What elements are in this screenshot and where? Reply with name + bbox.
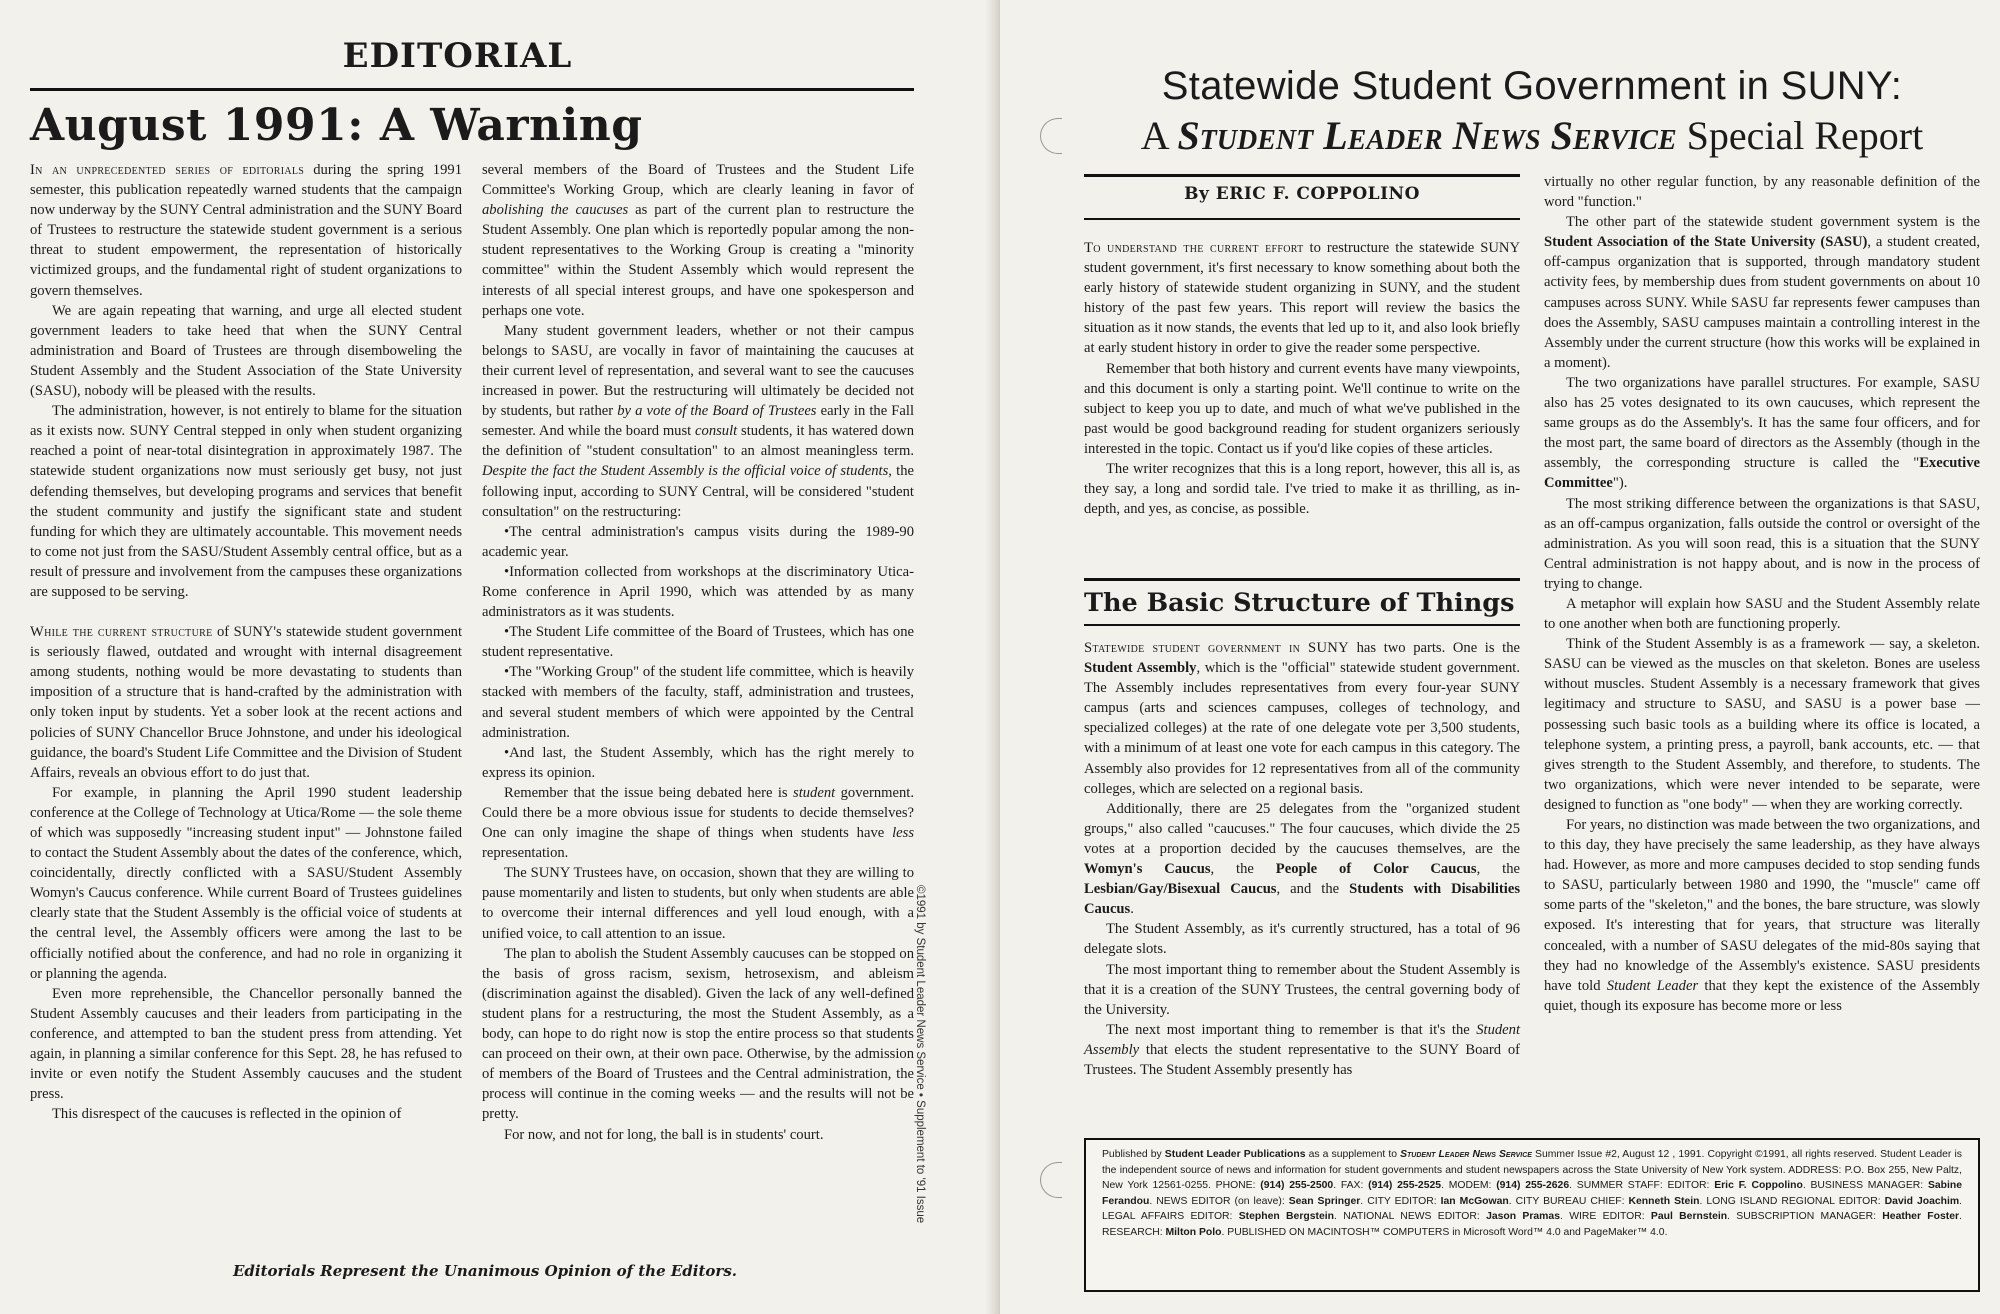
paragraph: While the current structure of SUNY's statewide student government is seriously flawed, outdated and wrought with internal disagreement among students, nothing would be more devastating to students than imposition of a structure that is hand-crafted by the administration with only token input by students. Yet a sober look at the recent actions and policies of SUNY Chancellor Bruce Johnstone, and under his ideological guidance, the board's Student Life Committee and the Division of Student Affairs, reveals an obvious effort to do just that. xyxy=(30,624,462,781)
paragraph: Remember that both history and current events have many viewpoints, and this document is only a starting point. We'll continue to write on the subject to keep you up to date, and much of what we've published in the past would be good background reading for student organizers seriously interested in the topic. Contact us if you'd like copies of these articles. xyxy=(1084,360,1520,457)
report-column-1-cont xyxy=(1084,638,1520,1080)
left-page xyxy=(0,0,995,1314)
subhead-rule-top xyxy=(1084,578,1520,581)
bullet-item: •The Student Life committee of the Board of Trustees, which has one student representative. xyxy=(482,624,914,661)
byline-rule xyxy=(1084,174,1520,177)
paragraph: The two organizations have parallel structures. For example, SASU also has 25 votes designated to its own caucuses, which represent the same groups as do the Assembly's. It has the same four officers, and for the most part, the same board of directors as the Assembly (though in the assembly, the corresponding structure is called the "Executive Committee"). xyxy=(1544,374,1980,492)
paragraph: The other part of the statewide student government system is the Student Association of the State University (SASU), a student created, off-campus organization that is supported, through mandatory student activity fees, by membership dues from student governments on about 10 campuses across SUNY. While SASU far represents fewer campuses than does the Assembly, SASU campuses maintain a controlling interest in the Assembly under the current structure (how this works will be explained in a moment). xyxy=(1544,214,1981,371)
bullet-item: •The "Working Group" of the student life committee, which is heavily stacked with members of the faculty, staff, administration and trustees, and several student members of which were appointed by the Central administration. xyxy=(482,664,914,741)
paragraph: The most important thing to remember about the Student Assembly is that it is a creation of the SUNY Trustees, the central governing body of the University. xyxy=(1084,961,1520,1018)
paragraph: For example, in planning the April 1990 student leadership conference at the College of Technology at Utica/Rome — the sole theme of which was supposedly "increasing student input" — Johnstone failed to contact the Student Assembly about the dates of the conference, which, coincidentally, directly conflicted with a SASU/Student Assembly Womyn's Caucus conference. While current Board of Trustees guidelines clearly state that the Student Assembly is the official voice of students at the central level, the Assembly officers were among the last to be officially notified about the conference, and had no role in organizing it or planning the agenda. xyxy=(30,784,462,982)
paragraph: To understand the current effort to restructure the statewide SUNY student government, it's first necessary to know something about both the early history of statewide student organizing in SUNY, and the student history of the past few years. This report will review the basics the situation as it now stands, the events that led up to it, and also look briefly at early student history in order to give the reader some perspective. xyxy=(1084,240,1521,357)
paragraph: The writer recognizes that this is a long report, however, this all is, as they say, a long and sordid tale. I've tried to make it as thrilling, as in-depth, and yes, as concise, as possible. xyxy=(1084,461,1520,518)
paragraph: A metaphor will explain how SASU and the Student Assembly relate to one another when both are functioning properly. xyxy=(1544,595,1980,633)
paragraph: For now, and not for long, the ball is in students' court. xyxy=(504,1126,824,1143)
report-title-line-1: Statewide Student Government in SUNY: xyxy=(1161,64,1903,108)
header-rule xyxy=(30,88,914,91)
paragraph: Statewide student government in SUNY has two parts. One is the Student Assembly, which is the "official" statewide student government. The Assembly includes representatives from every four-year SUNY campus (arts and sciences campuses, colleges of technology, and specialized colleges) at the rate of one delegate vote per 3,500 students, with a minimum of at least one vote for each campus in this category. The Assembly also provides for 12 representatives from all of the community colleges, which are selected on a regional basis. xyxy=(1084,640,1520,797)
paragraph: Additionally, there are 25 delegates from the "organized student groups," also called "caucuses." The four caucuses, which divide the 25 votes at a proportion decided by the caucuses themselves, are the Womyn's Caucus, the People of Color Caucus, the Lesbian/Gay/Bisexual Caucus, and the Students with Disabilities Caucus. xyxy=(1084,800,1520,918)
editorial-column-1 xyxy=(30,160,462,1124)
paragraph: Even more reprehensible, the Chancellor personally banned the Student Assembly caucuses and their leaders from participating in the conference, and attempted to ban the student press from attending. Yet again, in planning a similar conference for this Sept. 28, he has refused to invite or even notify the Student Assembly caucuses and the student press. xyxy=(30,985,462,1103)
byline-rule-bottom xyxy=(1084,218,1520,220)
paragraph: The plan to abolish the Student Assembly caucuses can be stopped on the basis of gross racism, sexism, hetrosexism, and ableism (discrimination against the disabled). Given the lack of any well-defined student plans for a restructuring, the most the Student Assembly, as a body, can hope to do right now is stop the entire process so that students can proceed on their own, at their own pace. Otherwise, by the admission of members of the Board of Trustees and the Central administration, the process will continue in the coming weeks — and the results will not be pretty. xyxy=(482,945,914,1123)
bullet-item: •The central administration's campus visits during the 1989-90 academic year. xyxy=(482,523,914,560)
paragraph: virtually no other regular function, by any reasonable definition of the word "function." xyxy=(1544,174,1980,211)
vertical-copyright: ©1991 by Student Leader News Service • Supplement to '91 Issue xyxy=(914,885,926,1224)
bullet-item: •Information collected from workshops at the discriminatory Utica-Rome conference in April 1990, which was attended by as many administrators as it was students. xyxy=(482,563,914,621)
masthead-box: Published by Student Leader Publications as a supplement to Student Leader News Service Summer Issue #2, August 12 , 1991. Copyright ©1991, all rights reserved. Student Leader is the independent source of news and information for student governments and student newspapers across the State University of New York system. ADDRESS: P.O. Box 255, New Paltz, New York 12561-0255. PHONE: (914) 255-2500. FAX: (914) 255-2525. MODEM: (914) 255-2626. SUMMER STAFF: EDITOR: Eric F. Coppolino. BUSINESS MANAGER: Sabine Ferandou. NEWS EDITOR (on leave): Sean Springer. CITY EDITOR: Ian McGowan. CITY BUREAU CHIEF: Kenneth Stein. LONG ISLAND REGIONAL EDITOR: David Joachim. LEGAL AFFAIRS EDITOR: Stephen Bergstein. NATIONAL NEWS EDITOR: Jason Pramas. WIRE EDITOR: Paul Bernstein. SUBSCRIPTION MANAGER: Heather Foster. RESEARCH: Milton Polo. PUBLISHED ON MACINTOSH™ COMPUTERS in Microsoft Word™ 4.0 and PageMaker™ 4.0. xyxy=(1084,1138,1980,1292)
subhead-rule-bottom xyxy=(1084,624,1520,626)
paragraph: Many student government leaders, whether or not their campus belongs to SASU, are vocally in favor of maintaining the caucuses at their current level of representation, and several want to see the caucuses increased in power. But the restructuring will ultimately be decided not by students, but rather by a vote of the Board of Trustees early in the Fall semester. And while the board must consult students, it has watered down the definition of "student consultation" to an almost meaningless term. Despite the fact the Student Assembly is the official voice of students, the following input, according to SUNY Central, will be considered "student consultation" on the restructuring: xyxy=(482,322,915,520)
paragraph: We are again repeating that warning, and urge all elected student government leaders to take heed that when the SUNY Central administration and Board of Trustees are through disemboweling the Student Assembly and the Student Association of the State University (SASU), nobody will be pleased with the results. xyxy=(30,302,462,400)
bullet-item: •And last, the Student Assembly, which has the right merely to express its opinion. xyxy=(482,744,914,781)
editorial-title: August 1991: A Warning xyxy=(30,100,643,151)
editorial-column-2 xyxy=(482,160,914,1145)
paragraph: The SUNY Trustees have, on occasion, shown that they are willing to pause momentarily and listen to students, but only when students are able to overcome their internal differences and yell loud enough, with a unified voice, to call attention to an issue. xyxy=(482,865,914,942)
byline: By ERIC F. COPPOLINO xyxy=(1184,184,1420,204)
report-column-2 xyxy=(1544,172,1980,1016)
paragraph: several members of the Board of Trustees and the Student Life Committee's Working Group, which are clearly leaning in favor of abolishing the caucuses as part of the current plan to restructure the Student Assembly. One plan which is reportedly popular among the non-student representatives to the Working Group is creating a "minority committee" within the Student Assembly which would represent the interests of all special interest groups, and have one spokesperson and perhaps one vote. xyxy=(482,162,914,319)
report-title-line-2: A Student Leader News Service Special Report xyxy=(1140,113,1924,158)
paragraph: In an unprecedented series of editorials during the spring 1991 semester, this publication repeatedly warned students that the campaign now underway by the SUNY Central administration and the SUNY Board of Trustees to restructure the statewide student government is a serious threat to student empowerment, the representation of historically victimized groups, and the fundamental right of student organizations to govern themselves. xyxy=(30,162,462,299)
report-column-1 xyxy=(1084,238,1520,519)
paragraph: The administration, however, is not entirely to blame for the situation as it exists now. SUNY Central stepped in only when student organizing reached a point of near-total disintegration in approximately 1987. The statewide student organizations now must seriously get busy, not just defending themselves, but developing programs and services that benefit the student community and justify the significant state and student funding for which they are ultimately accountable. This movement needs to come not just from the SASU/Student Assembly central office, but as a result of pressure and involvement from the campuses these organizations are supposed to be serving. xyxy=(30,403,462,600)
paragraph: This disrespect of the caucuses is reflected in the opinion of xyxy=(52,1106,402,1123)
paragraph: The most striking difference between the organizations is that SASU, as an off-campus organization, falls outside the control or oversight of the administration. As you will soon read, this is a situation that the SUNY Central administration is not happy about, and is now in the process of trying to change. xyxy=(1544,495,1980,592)
section-kicker: EDITORIAL xyxy=(342,36,573,76)
paragraph: The Student Assembly, as it's currently structured, has a total of 96 delegate slots. xyxy=(1084,921,1520,958)
paragraph: Remember that the issue being debated here is student government. Could there be a more obvious issue for students to decide themselves? One can only imagine the shape of things when students have less representation. xyxy=(482,784,914,862)
paragraph: For years, no distinction was made between the two organizations, and to this day, they have precisely the same leadership, as they have always had. However, as more and more campuses decided to stop sending funds to SASU, particularly between 1980 and 1990, the "muscle" came off some parts of the "skeleton," and the bones, the bare structure, was slowly exposed. It's interesting that for years, that structure was literally concealed, with a number of SASU delegates of the mid-80s saying that they had no knowledge of the Assembly's existence. SASU presidents have told Student Leader that they kept the existence of the Assembly quiet, though its exposure has become more or less xyxy=(1544,817,1980,1014)
section-subhead: The Basic Structure of Things xyxy=(1084,588,1515,618)
paragraph: Think of the Student Assembly is as a framework — say, a skeleton. SASU can be viewed as the muscles on that skeleton. Bones are useless without muscles. Student Assembly is a necessary framework that gives legitimacy and structure to SASU, and SASU is a power base — possessing such basic tools as a building where its office is located, a telephone system, a printing press, a payroll, bank accounts, etc. — that gives strength to the Student Assembly, and therefore, to students. The two organizations, which were never intended to be separate, were designed to function as "one body" — when they are working correctly. xyxy=(1544,636,1980,813)
editorial-footnote: Editorials Represent the Unanimous Opinion of the Editors. xyxy=(233,1262,737,1280)
paragraph: The next most important thing to remember is that it's the Student Assembly that elects the student representative to the SUNY Board of Trustees. The Student Assembly presently has xyxy=(1084,1021,1520,1078)
